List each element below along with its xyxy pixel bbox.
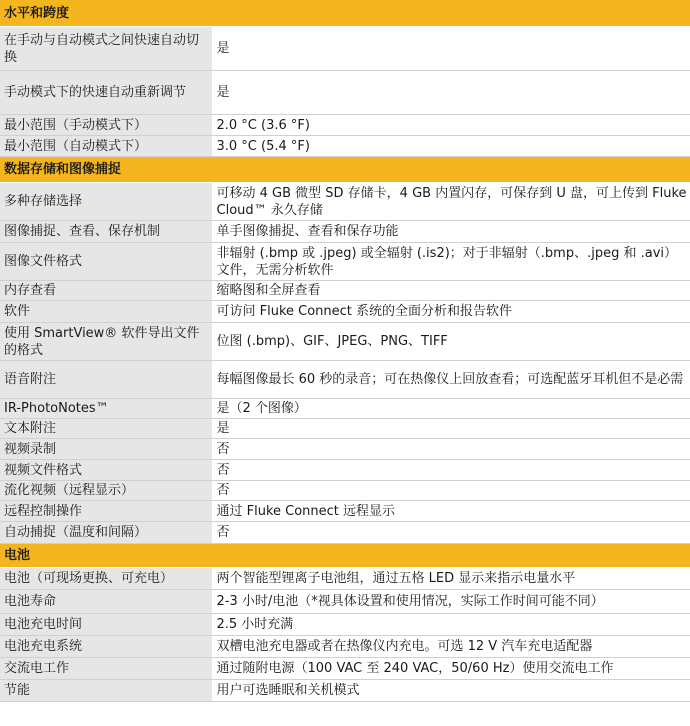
spec-value: 每幅图像最长 60 秒的录音；可在热像仪上回放查看；可选配蓝牙耳机但不是必需 xyxy=(212,360,690,398)
spec-label: 最小范围（自动模式下） xyxy=(0,135,212,156)
spec-value: 位图 (.bmp)、GIF、JPEG、PNG、TIFF xyxy=(212,322,690,360)
spec-label: 电池充电时间 xyxy=(0,613,212,635)
spec-value: 是（2 个图像） xyxy=(212,398,690,418)
spec-value: 双槽电池充电器或者在热像仪内充电。可选 12 V 汽车充电适配器 xyxy=(212,635,690,657)
table-row xyxy=(0,114,690,135)
spec-value: 用户可选睡眠和关机模式 xyxy=(212,679,690,701)
table-row xyxy=(0,438,690,459)
table-row xyxy=(0,280,690,300)
table-row xyxy=(0,398,690,418)
spec-label: 语音附注 xyxy=(0,360,212,398)
table-row xyxy=(0,521,690,543)
spec-value: 否 xyxy=(212,459,690,480)
spec-value: 两个智能型锂离子电池组，通过五格 LED 显示来指示电量水平 xyxy=(212,567,690,589)
spec-label: 电池寿命 xyxy=(0,589,212,613)
spec-value: 否 xyxy=(212,480,690,500)
table-row xyxy=(0,220,690,242)
spec-value: 通过随附电源（100 VAC 至 240 VAC，50/60 Hz）使用交流电工作 xyxy=(212,657,690,679)
table-row xyxy=(0,500,690,521)
spec-label: IR-PhotoNotes™ xyxy=(0,398,212,418)
spec-label: 交流电工作 xyxy=(0,657,212,679)
spec-label: 电池（可现场更换、可充电） xyxy=(0,567,212,589)
spec-value: 是 xyxy=(212,70,690,114)
table-row xyxy=(0,182,690,220)
spec-label: 远程控制操作 xyxy=(0,500,212,521)
spec-value: 2.0 °C (3.6 °F) xyxy=(212,114,690,135)
table-row xyxy=(0,360,690,398)
spec-label: 视频文件格式 xyxy=(0,459,212,480)
spec-value: 非辐射 (.bmp 或 .jpeg) 或全辐射 (.is2)；对于非辐射（.bmp、.jpeg 和 .avi）文件，无需分析软件 xyxy=(212,242,690,280)
section-title: 电池 xyxy=(0,543,690,567)
spec-value: 否 xyxy=(212,521,690,543)
table-row xyxy=(0,635,690,657)
spec-value: 3.0 °C (5.4 °F) xyxy=(212,135,690,156)
spec-value: 可移动 4 GB 微型 SD 存储卡，4 GB 内置闪存，可保存到 U 盘，可上传到 Fluke Cloud™ 永久存储 xyxy=(212,182,690,220)
spec-label: 图像文件格式 xyxy=(0,242,212,280)
table-row xyxy=(0,480,690,500)
spec-label: 在手动与自动模式之间快速自动切换 xyxy=(0,26,212,70)
table-row xyxy=(0,242,690,280)
spec-label: 视频录制 xyxy=(0,438,212,459)
spec-value: 通过 Fluke Connect 远程显示 xyxy=(212,500,690,521)
section-header xyxy=(0,0,690,26)
table-row xyxy=(0,657,690,679)
spec-label: 电池充电系统 xyxy=(0,635,212,657)
table-row xyxy=(0,322,690,360)
spec-label: 节能 xyxy=(0,679,212,701)
spec-label: 图像捕捉、查看、保存机制 xyxy=(0,220,212,242)
table-row xyxy=(0,26,690,70)
table-row xyxy=(0,679,690,701)
table-row xyxy=(0,613,690,635)
spec-label: 流化视频（远程显示） xyxy=(0,480,212,500)
spec-label: 自动捕捉（温度和间隔） xyxy=(0,521,212,543)
spec-label: 软件 xyxy=(0,300,212,322)
spec-value: 2.5 小时充满 xyxy=(212,613,690,635)
section-title: 水平和跨度 xyxy=(0,0,690,26)
spec-value: 2-3 小时/电池（*视具体设置和使用情况，实际工作时间可能不同） xyxy=(212,589,690,613)
table-row xyxy=(0,135,690,156)
table-row xyxy=(0,300,690,322)
spec-label: 多种存储选择 xyxy=(0,182,212,220)
spec-label: 使用 SmartView® 软件导出文件的格式 xyxy=(0,322,212,360)
spec-value: 单手图像捕捉、查看和保存功能 xyxy=(212,220,690,242)
table-row xyxy=(0,567,690,589)
spec-label: 内存查看 xyxy=(0,280,212,300)
section-header xyxy=(0,156,690,182)
spec-value: 是 xyxy=(212,26,690,70)
table-row xyxy=(0,459,690,480)
spec-label: 文本附注 xyxy=(0,418,212,438)
spec-value: 是 xyxy=(212,418,690,438)
table-row xyxy=(0,418,690,438)
spec-value: 否 xyxy=(212,438,690,459)
table-row xyxy=(0,589,690,613)
spec-value: 可访问 Fluke Connect 系统的全面分析和报告软件 xyxy=(212,300,690,322)
table-row xyxy=(0,70,690,114)
section-header xyxy=(0,543,690,567)
spec-value: 缩略图和全屏查看 xyxy=(212,280,690,300)
section-title: 数据存储和图像捕捉 xyxy=(0,156,690,182)
spec-label: 最小范围（手动模式下） xyxy=(0,114,212,135)
spec-label: 手动模式下的快速自动重新调节 xyxy=(0,70,212,114)
